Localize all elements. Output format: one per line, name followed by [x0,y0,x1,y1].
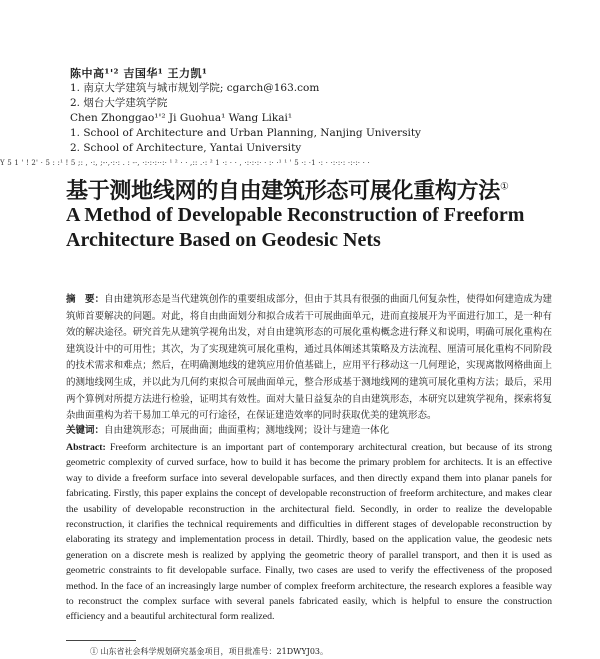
abstract-en [66,440,552,625]
title-zh-text: 基于测地线网的自由建筑形态可展化重构方法 [66,179,501,204]
keywords-zh-label: 关键词： [66,425,105,436]
footnote: ① 山东省社会科学规划研究基金项目，项目批准号：21DWYJ03。 [90,647,329,656]
title-footnote-mark: ① [500,181,509,193]
keywords-zh [66,423,552,439]
abstract-en-label: Abstract: [66,442,106,453]
keywords-zh-text: 自由建筑形态；可展曲面；曲面重构；测地线网；设计与建造一体化 [104,425,390,436]
abstract-zh [66,292,552,425]
scan-noise-line: Y 5 1 ' ! 2' · 5 : :¹ ! 5 ;: , ·:, ;-·,·:·: . : -·, ·:·:·:··:· ¹ ² · · ,:: .·: ² 1 ·: · · , ·:·:·:· · :· ·¹ ¹ ' 5 ·: ·1 ·: · ·:·:·: ·:·:· · · [0,159,370,167]
affiliation-zh-1: 1. 南京大学建筑与城市规划学院; cgarch@163.com [70,82,320,94]
abstract-en-text: Freeform architecture is an important part of contemporary architectural creation, but because of its strong geometric complexity of curved surface, how to build it has become the primary problem for architects. It is an effective way to divide a freeform surface into several developable surfaces, and then directly expand them into planar panels for fabricating. Firstly, this paper explains the concept of developable reconstruction of freeform architecture, and makes clear the usability of developable reconstruction in the architectural field. Secondly, in order to realize the developable reconstruction, it clarifies the technical requirements and difficulties in different stages of developable reconstruction by elaborating its strategy and implementation process in detail. Thirdly, based on the application value, the geodesic nets generation on a discrete mesh is realized by applying the geometric theory of parallel transport, and then it is used as geometric constraints to fit developable surface. Finally, two cases are used to verify the effectiveness of the proposed method. In the face of an increasingly large number of complex freeform architecture, the research explores a feasible way to reconstruct the complex surface with several panels fabricated easily, which is helpful to ensure the construction efficiency and a beautiful architectural form realized. [66,442,552,623]
title-zh [66,174,509,205]
affiliation-en-2: 2. School of Architecture, Yantai University [70,142,302,154]
title-en-line1: A Method of Developable Reconstruction of Freeform [66,204,525,226]
abstract-zh-text: 自由建筑形态是当代建筑创作的重要组成部分，但由于其具有很强的曲面几何复杂性，使得如何建造成为建筑师首要解决的问题。对此，将自由曲面划分和拟合成若干可展曲面单元，进而直接展开为平面进行加工，是一种有效的解决途径。研究首先从建筑学视角出发，对自由建筑形态的可展化重构概念进行释义和说明，明确可展化重构在建筑设计中的可用性；其次，为了实现建筑可展化重构，通过具体阐述其策略及方法流程、厘清可展化重构不同阶段的技术需求和难点；然后，在明确测地线的建筑应用价值基础上，应用平行移动这一几何理论，实现离散网格曲面上的测地线网生成，并以此为几何约束拟合可展曲面单元，整合形成基于测地线网的建筑可展化重构方法；最后，采用两个算例对所提方法进行检验，证明其有效性。面对大量日益复杂的自由建筑形态，本研究以建筑学视角，探索将复杂曲面重构为若干易加工单元的可行途径，在保证建造效率的同时获取优美的建筑形态。 [66,294,552,422]
affiliation-zh-2: 2. 烟台大学建筑学院 [70,97,168,109]
author-block [70,66,421,156]
abstract-zh-label: 摘 要： [66,294,105,305]
title-en [66,203,524,253]
title-en-line2: Architecture Based on Geodesic Nets [66,229,381,251]
affiliation-en-1: 1. School of Architecture and Urban Planning, Nanjing University [70,127,421,139]
author-names-en: Chen Zhonggao¹'² Ji Guohua¹ Wang Likai¹ [70,112,293,124]
footnote-divider [66,640,136,641]
author-names-zh: 陈中高¹'² 吉国华¹ 王力凯¹ [70,67,208,80]
